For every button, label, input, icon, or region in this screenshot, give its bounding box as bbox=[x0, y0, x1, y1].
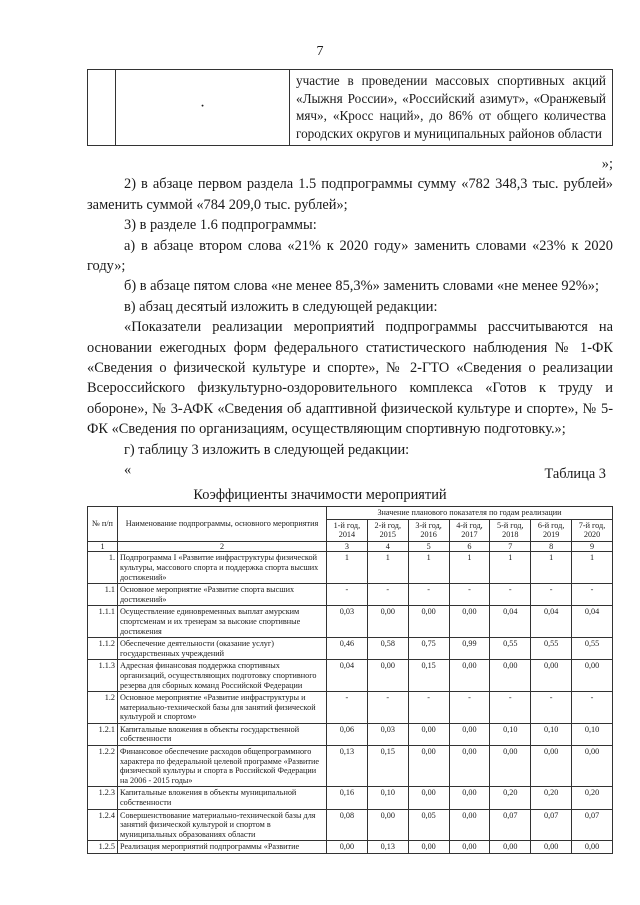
row-value: 0,75 bbox=[408, 638, 449, 660]
row-value: - bbox=[572, 584, 613, 606]
row-value: - bbox=[408, 692, 449, 724]
row-number: 1.2.5 bbox=[88, 841, 118, 854]
row-value: - bbox=[408, 584, 449, 606]
row-value: 0,07 bbox=[490, 809, 531, 841]
row-value: 0,00 bbox=[531, 841, 572, 854]
row-value: - bbox=[327, 584, 368, 606]
row-value: 0,00 bbox=[449, 723, 490, 745]
paragraph-item-3b: б) в абзаце пятом слова «не менее 85,3%» заменить словами «не менее 92%»; bbox=[124, 278, 599, 295]
row-number: 1.2.4 bbox=[88, 809, 118, 841]
table-row bbox=[88, 723, 613, 745]
row-value: 0,10 bbox=[531, 723, 572, 745]
row-value: 0,55 bbox=[572, 638, 613, 660]
row-value: 0,00 bbox=[531, 660, 572, 692]
paragraph-quoted-indicators: «Показатели реализации мероприятий подпрограммы рассчитываются на основании ежегодных форм федерального статистического наблюдения № 1-ФК «Сведения о физической культуре и спорте», № 2-ГТО «Сведения о реализации Всероссийского физкультурно-оздоровительного комплекса «Готов к труду и обороне», № 3-АФК «Сведения об адаптивной физической культуре и спорте», № 5-ФК «Сведения по организациям, осуществляющим спортивную подготовку.»; bbox=[87, 319, 613, 438]
column-index: 2 bbox=[118, 541, 327, 552]
row-number: 1.1.3 bbox=[88, 660, 118, 692]
row-value: 0,00 bbox=[367, 809, 408, 841]
table-row bbox=[88, 606, 613, 638]
page-number: 7 bbox=[316, 44, 324, 59]
row-name: Финансовое обеспечение расходов общепрограммного характера по федеральной целевой программе «Развитие физической культуры и спорта в Российской Федерации на 2006 - 2015 годы» bbox=[118, 746, 327, 787]
header-year: 5-й год, 2018 bbox=[490, 519, 531, 541]
row-value: 0,00 bbox=[490, 660, 531, 692]
row-value: 0,05 bbox=[408, 809, 449, 841]
column-index: 7 bbox=[490, 541, 531, 552]
quote-open: « bbox=[124, 462, 132, 479]
row-value: 0,13 bbox=[327, 746, 368, 787]
row-value: - bbox=[490, 692, 531, 724]
quote-close: »; bbox=[601, 156, 613, 172]
row-value: 0,00 bbox=[572, 746, 613, 787]
row-name: Адресная финансовая поддержка спортивных организаций, осуществляющих подготовку спортивного резерва для сборных команд Российской Федерации bbox=[118, 660, 327, 692]
row-value: 0,00 bbox=[408, 787, 449, 809]
row-value: - bbox=[449, 692, 490, 724]
table-row bbox=[88, 584, 613, 606]
row-value: 0,00 bbox=[408, 723, 449, 745]
row-value: 0,00 bbox=[367, 660, 408, 692]
row-number: 1.1 bbox=[88, 584, 118, 606]
continued-table-cell-name: · bbox=[116, 70, 290, 146]
header-year: 4-й год, 2017 bbox=[449, 519, 490, 541]
table-row bbox=[88, 692, 613, 724]
header-year: 1-й год, 2014 bbox=[327, 519, 368, 541]
row-value: 1 bbox=[490, 552, 531, 584]
row-value: 0,20 bbox=[531, 787, 572, 809]
table-row bbox=[88, 746, 613, 787]
row-name: Реализация мероприятий подпрограммы «Развитие bbox=[118, 841, 327, 854]
row-value: 0,00 bbox=[449, 841, 490, 854]
table-row bbox=[88, 552, 613, 584]
column-index: 3 bbox=[327, 541, 368, 552]
column-index: 9 bbox=[572, 541, 613, 552]
row-value: - bbox=[449, 584, 490, 606]
row-value: 0,04 bbox=[490, 606, 531, 638]
header-year: 7-й год, 2020 bbox=[572, 519, 613, 541]
row-value: 0,00 bbox=[490, 746, 531, 787]
row-value: 0,00 bbox=[572, 660, 613, 692]
row-name: Подпрограмма I «Развитие инфраструктуры физической культуры, массового спорта и поддержка спорта высших достижений» bbox=[118, 552, 327, 584]
continued-table-cell-text: участие в проведении массовых спортивных акций «Лыжня России», «Российский азимут», «Оранжевый мяч», «Кросс наций», до 86% от общего количества городских округов и муниципальных районов области bbox=[290, 70, 613, 146]
row-value: 0,15 bbox=[367, 746, 408, 787]
row-value: 0,04 bbox=[327, 660, 368, 692]
table-row bbox=[88, 787, 613, 809]
row-value: 0,06 bbox=[327, 723, 368, 745]
column-index: 1 bbox=[88, 541, 118, 552]
row-value: 0,20 bbox=[572, 787, 613, 809]
row-value: 0,04 bbox=[531, 606, 572, 638]
row-value: 0,07 bbox=[572, 809, 613, 841]
table-header-row bbox=[88, 507, 613, 520]
row-number: 1.2.1 bbox=[88, 723, 118, 745]
row-name: Основное мероприятие «Развитие инфраструктуры и материально-технической базы для занятий физической культурой и спортом» bbox=[118, 692, 327, 724]
paragraph-item-3v: в) абзац десятый изложить в следующей редакции: bbox=[124, 298, 438, 315]
row-value: 0,00 bbox=[531, 746, 572, 787]
table-title: Коэффициенты значимости мероприятий bbox=[193, 487, 447, 503]
row-value: 0,07 bbox=[531, 809, 572, 841]
header-year: 2-й год, 2015 bbox=[367, 519, 408, 541]
column-index: 5 bbox=[408, 541, 449, 552]
row-value: 0,13 bbox=[367, 841, 408, 854]
continued-table-cell-number bbox=[88, 70, 116, 146]
row-name: Основное мероприятие «Развитие спорта высших достижений» bbox=[118, 584, 327, 606]
row-name: Капитальные вложения в объекты муниципальной собственности bbox=[118, 787, 327, 809]
table-row bbox=[88, 660, 613, 692]
row-value: 0,03 bbox=[327, 606, 368, 638]
row-value: 1 bbox=[531, 552, 572, 584]
table-row bbox=[88, 809, 613, 841]
row-value: 0,10 bbox=[490, 723, 531, 745]
table-row bbox=[88, 638, 613, 660]
row-value: 0,00 bbox=[327, 841, 368, 854]
header-year: 6-й год, 2019 bbox=[531, 519, 572, 541]
row-value: 0,00 bbox=[408, 746, 449, 787]
header-group: Значение планового показателя по годам реализации bbox=[327, 507, 613, 520]
continued-table bbox=[87, 69, 613, 146]
table-index-row bbox=[88, 541, 613, 552]
row-value: 0,20 bbox=[490, 787, 531, 809]
row-value: - bbox=[531, 584, 572, 606]
row-name: Обеспечение деятельности (оказание услуг) государственных учреждений bbox=[118, 638, 327, 660]
row-value: 0,00 bbox=[408, 841, 449, 854]
row-value: - bbox=[367, 584, 408, 606]
row-value: 0,46 bbox=[327, 638, 368, 660]
column-index: 8 bbox=[531, 541, 572, 552]
row-value: - bbox=[367, 692, 408, 724]
row-name: Капитальные вложения в объекты государственной собственности bbox=[118, 723, 327, 745]
document-body bbox=[87, 154, 613, 481]
row-value: 0,00 bbox=[572, 841, 613, 854]
row-value: - bbox=[572, 692, 613, 724]
table-caption: Таблица 3 bbox=[544, 466, 606, 482]
row-value: 1 bbox=[408, 552, 449, 584]
row-number: 1.2 bbox=[88, 692, 118, 724]
row-number: 1.2.2 bbox=[88, 746, 118, 787]
row-value: 0,03 bbox=[367, 723, 408, 745]
row-value: 1 bbox=[572, 552, 613, 584]
row-value: 0,16 bbox=[327, 787, 368, 809]
row-value: 0,15 bbox=[408, 660, 449, 692]
row-value: 0,00 bbox=[449, 606, 490, 638]
row-number: 1. bbox=[88, 552, 118, 584]
column-index: 6 bbox=[449, 541, 490, 552]
header-name: Наименование подпрограммы, основного мероприятия bbox=[118, 507, 327, 542]
row-value: 1 bbox=[449, 552, 490, 584]
row-value: 0,00 bbox=[449, 660, 490, 692]
row-value: 0,55 bbox=[531, 638, 572, 660]
paragraph-item-3a: а) в абзаце втором слова «21% к 2020 году» заменить словами «23% к 2020 году»; bbox=[87, 237, 613, 275]
row-value: 0,04 bbox=[572, 606, 613, 638]
row-value: 0,00 bbox=[449, 746, 490, 787]
row-value: - bbox=[490, 584, 531, 606]
row-value: 0,00 bbox=[408, 606, 449, 638]
paragraph-item-3: 3) в разделе 1.6 подпрограммы: bbox=[124, 217, 317, 234]
row-name: Совершенствование материально-технической базы для занятий физической культурой и спортом в муниципальных образованиях области bbox=[118, 809, 327, 841]
paragraph-item-3g: г) таблицу 3 изложить в следующей редакции: bbox=[124, 441, 410, 458]
row-value: 0,08 bbox=[327, 809, 368, 841]
row-name: Осуществление единовременных выплат амурским спортсменам и их тренерам за высокие спортивные достижения bbox=[118, 606, 327, 638]
row-number: 1.1.1 bbox=[88, 606, 118, 638]
row-number: 1.1.2 bbox=[88, 638, 118, 660]
row-value: - bbox=[327, 692, 368, 724]
row-value: - bbox=[531, 692, 572, 724]
row-number: 1.2.3 bbox=[88, 787, 118, 809]
row-value: 0,00 bbox=[449, 787, 490, 809]
row-value: 0,00 bbox=[449, 809, 490, 841]
row-value: 0,99 bbox=[449, 638, 490, 660]
row-value: 0,55 bbox=[490, 638, 531, 660]
header-number: № п/п bbox=[88, 507, 118, 542]
coefficients-table bbox=[87, 506, 613, 854]
paragraph-item-2: 2) в абзаце первом раздела 1.5 подпрограммы сумму «782 348,3 тыс. рублей» заменить суммой «784 209,0 тыс. рублей»; bbox=[87, 176, 613, 213]
row-value: 0,10 bbox=[572, 723, 613, 745]
header-year: 3-й год, 2016 bbox=[408, 519, 449, 541]
row-value: 1 bbox=[327, 552, 368, 584]
row-value: 0,00 bbox=[490, 841, 531, 854]
table-row bbox=[88, 841, 613, 854]
row-value: 0,10 bbox=[367, 787, 408, 809]
row-value: 0,00 bbox=[367, 606, 408, 638]
row-value: 1 bbox=[367, 552, 408, 584]
column-index: 4 bbox=[367, 541, 408, 552]
row-value: 0,58 bbox=[367, 638, 408, 660]
